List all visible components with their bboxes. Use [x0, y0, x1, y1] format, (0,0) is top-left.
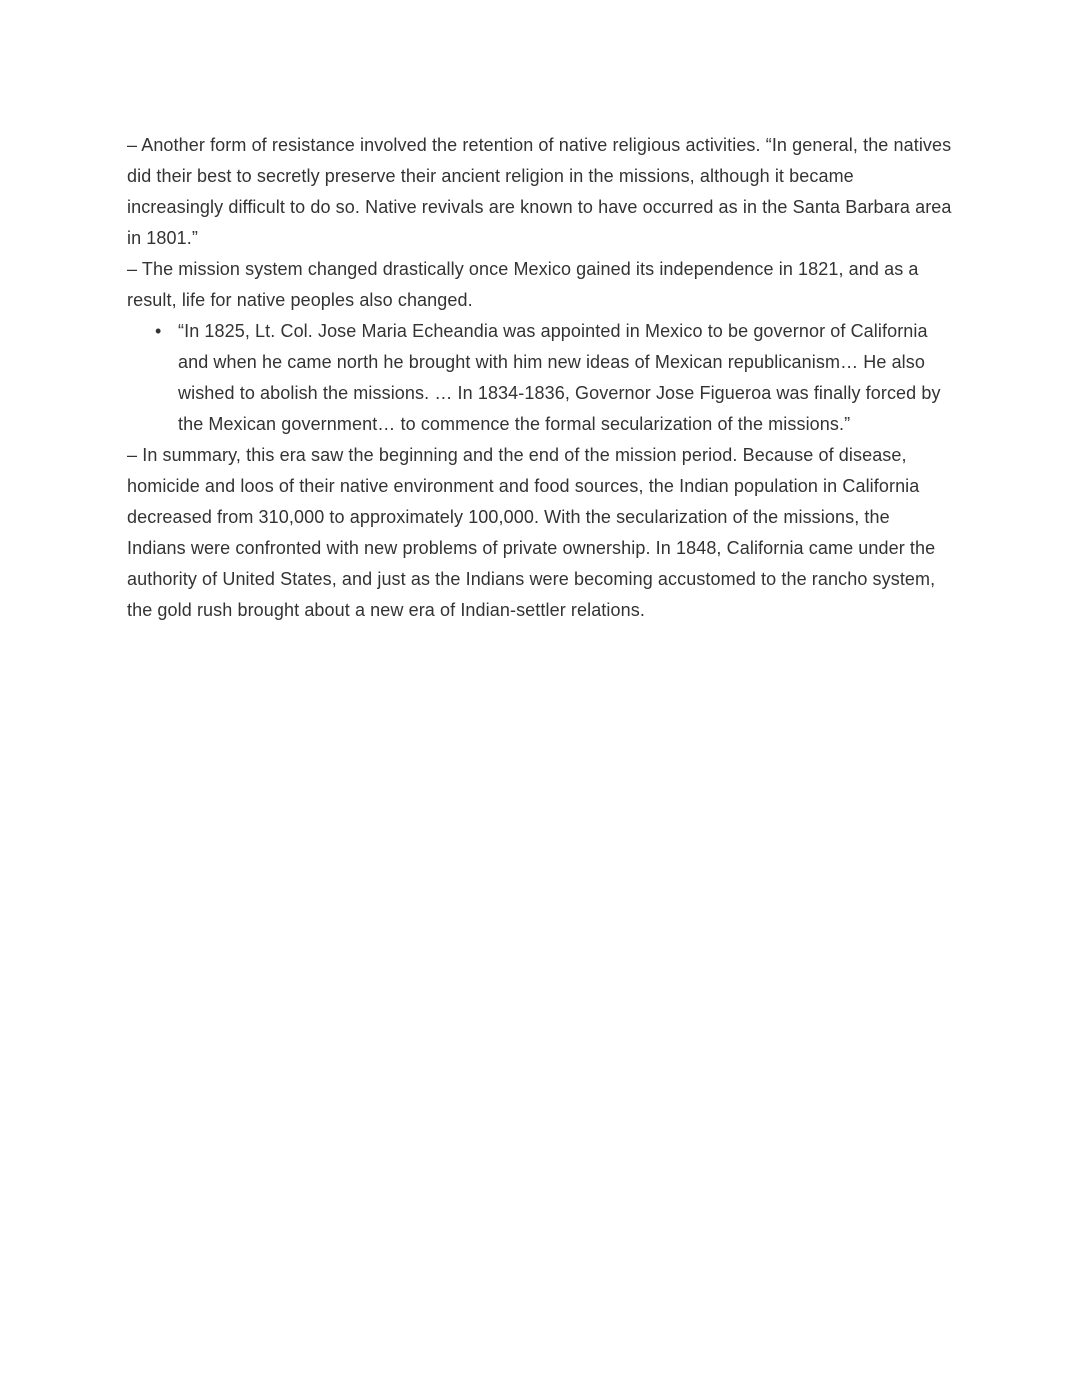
- bullet-marker-icon: •: [155, 321, 162, 341]
- paragraph-resistance-religion: – Another form of resistance involved the retention of native religious activities. “In general, the natives did their best to secretly preserve their ancient religion in the missions, although it became increasingly difficult to do so. Native revivals are known to have occurred as in the Santa Barbara area in 1801.”: [127, 135, 957, 248]
- bullet-list-item-echeandia: [127, 316, 953, 440]
- bullet-item-text: “In 1825, Lt. Col. Jose Maria Echeandia was appointed in Mexico to be governor of California and when he came north he brought with him new ideas of Mexican republicanism… He also wished to abolish the missions. … In 1834-1836, Governor Jose Figueroa was finally forced by the Mexican government… to commence the formal secularization of the missions.”: [178, 321, 946, 434]
- document-body: [127, 130, 957, 626]
- paragraph-mission-system-change: – The mission system changed drastically once Mexico gained its independence in 1821, and as a result, life for native peoples also changed.: [127, 259, 924, 310]
- paragraph-summary: – In summary, this era saw the beginning and the end of the mission period. Because of disease, homicide and loos of their native environment and food sources, the Indian population in California decreased from 310,000 to approximately 100,000. With the secularization of the missions, the Indians were confronted with new problems of private ownership. In 1848, California came under the authority of United States, and just as the Indians were becoming accustomed to the rancho system, the gold rush brought about a new era of Indian-settler relations.: [127, 445, 941, 620]
